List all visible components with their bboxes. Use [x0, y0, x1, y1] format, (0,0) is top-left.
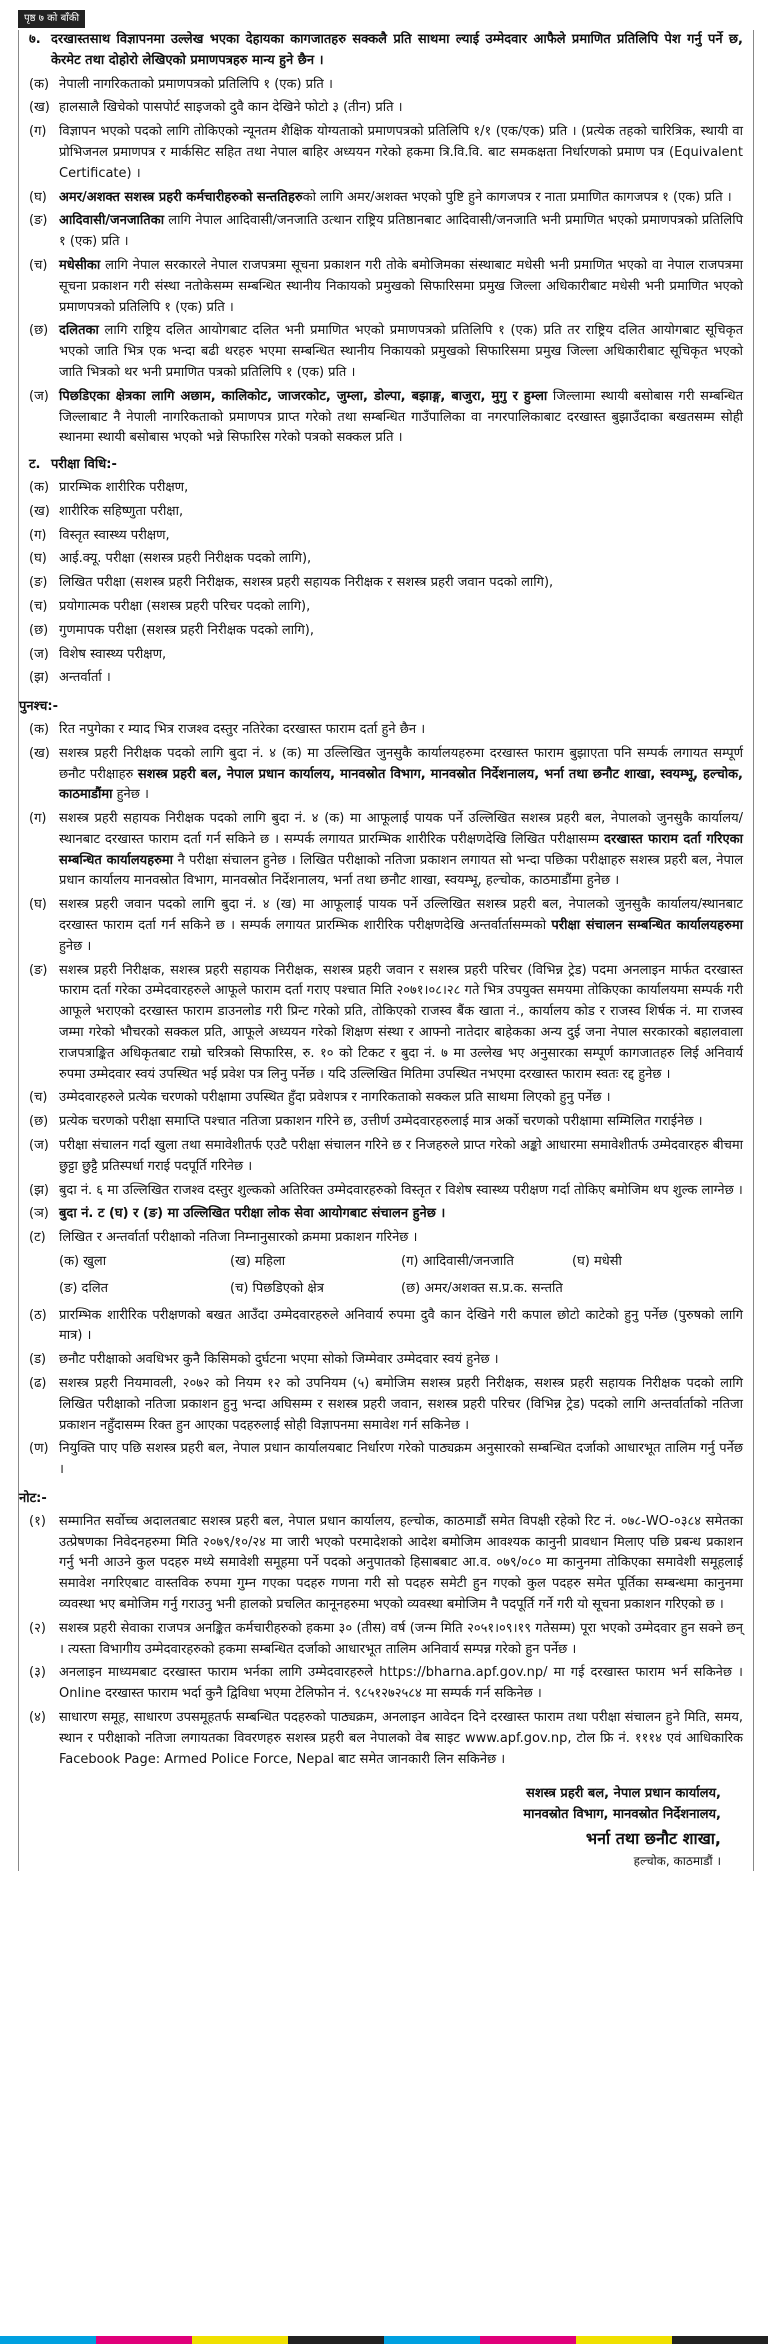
item-text-part: हुनेछ ।: [59, 938, 92, 954]
list-item: [29, 720, 743, 741]
color-bar: [576, 2336, 672, 2344]
notes-list: [29, 1512, 743, 1771]
color-bar: [288, 2336, 384, 2344]
item-text: प्रत्येक चरणको परीक्षा समाप्ति पश्चात नतिजा प्रकाशन गरिने छ, उत्तीर्ण उम्मेदवारहरुलाई मात्र अर्को चरणको परीक्षामा सम्मिलित गराईनेछ ।: [59, 1114, 703, 1130]
section-7-intro: [29, 30, 743, 72]
item-marker: (च): [29, 598, 48, 614]
item-text: [59, 387, 743, 449]
item-text: सशस्त्र प्रहरी सेवाका राजपत्र अनङ्कित कर्मचारीहरुको हकमा ३० (तीस) वर्ष (जन्म मिति २०५१।०९।१९ गतेसम्म) पूरा भएको उम्मेदवार हुन सक्ने छन् । त्यस्ता विभागीय उम्मेदवारहरुको हकमा सम्बन्धित दर्जाको आधारभूत तालिम अनिवार्य सम्पन्न गरेको हुन पर्नेछ ।: [59, 1620, 743, 1657]
item-bold-text: सशस्त्र प्रहरी बल, नेपाल प्रधान कार्यालय, मानवस्रोत विभाग, मानवस्रोत निर्देशनालय, भर्ना तथा छनौट शाखा, स्वयम्भू, हल्चोक, काठमाडौंमा: [59, 766, 743, 803]
item-text: सशस्त्र प्रहरी नियमावली, २०७२ को नियम १२ को उपनियम (५) बमोजिम सशस्त्र प्रहरी निरीक्षक, सशस्त्र प्रहरी सहायक निरीक्षक पदको लागि लिखित परीक्षाको नतिजा प्रकाशन हुनु भन्दा अघिसम्म र सशस्त्र प्रहरी जवान, सशस्त्र प्रहरी परिचर (विभिन्न ट्रेड) पदको लागि अन्तर्वार्ताको नतिजा प्रकाशन नहुँदासम्म रिक्त हुन आएका पदहरुलाई सोही विज्ञापनमा समावेश गर्न सकिनेछ ।: [59, 1376, 743, 1433]
item-bold-text: दलितका: [59, 323, 99, 339]
item-text: प्रयोगात्मक परीक्षा (सशस्त्र प्रहरी परिचर पदको लागि),: [59, 598, 311, 614]
list-item: [29, 1708, 743, 1770]
postscript-heading: पुनश्च:-: [19, 699, 58, 715]
signature-line-2: मानवस्रोत विभाग, मानवस्रोत निर्देशनालय,: [523, 1807, 721, 1823]
item-marker: (३): [29, 1665, 46, 1681]
item-marker: (ज): [29, 646, 49, 662]
list-item: [29, 1374, 743, 1436]
item-marker: (घ): [29, 189, 47, 205]
item-marker: (ड): [29, 1352, 47, 1368]
item-bold-text: पिछडिएका क्षेत्रका लागि अछाम, कालिकोट, जाजरकोट, जुम्ला, डोल्पा, बझाङ्ग, बाजुरा, मुगु र हुम्ला: [59, 388, 548, 404]
item-bold-text: अमर/अशक्त सशस्त्र प्रहरी कर्मचारीहरुको सन्ततिहरु: [59, 189, 303, 205]
list-item: [29, 668, 743, 689]
quota-category: (च) पिछडिएको क्षेत्र: [230, 1280, 324, 1296]
quota-category: (ङ) दलित: [59, 1280, 109, 1296]
postscript-list: [29, 720, 743, 1249]
item-text: परीक्षा संचालन गर्दा खुला तथा समावेशीतर्फ एउटै परीक्षा संचालन गरिने छ र निजहरुले प्राप्त गरेको अङ्को आधारमा समावेशीतर्फ उम्मेदवारहरु बीचमा छुट्टा छुट्टै प्रतिस्पर्धा गराई पदपूर्ति गरिनेछ ।: [59, 1138, 743, 1174]
item-text: [59, 211, 743, 253]
item-marker: (ज): [29, 388, 49, 404]
item-text: आई.क्यू. परीक्षा (सशस्त्र प्रहरी निरीक्षक पदको लागि),: [59, 551, 312, 567]
signature-line-3: भर्ना तथा छनौट शाखा,: [585, 1828, 721, 1848]
item-marker: (च): [29, 1090, 48, 1106]
quota-row-1: [59, 1252, 743, 1273]
signature-block: [29, 1784, 743, 1870]
item-text: अनलाइन माध्यमबाट दरखास्त फाराम भर्नका लागि उम्मेदवारहरुले https://bharna.apf.gov.np/ मा गई दरखास्त फाराम भर्न सकिनेछ । Online दरखास्त फाराम भर्दा कुनै द्विविधा भएमा टेलिफोन नं. ९८५१२७२५८४ मा सम्पर्क गर्न सकिनेछ ।: [59, 1665, 743, 1702]
item-text: सम्मानित सर्वोच्च अदालतबाट सशस्त्र प्रहरी बल, नेपाल प्रधान कार्यालय, हल्चोक, काठमाडौं समेत विपक्षी रहेको रिट नं. ०७८-WO-०३८४ समेतका उत्प्रेषणका निवेदनहरुमा मिति २०७९/१०/२४ मा जारी भएको परमादेशको आदेश बमोजिम आवश्यक कानुनी प्रावधान मिलाए पछि प्रबन्ध प्रकाशन गर्नु भनी आउने कुल पदहरु मध्ये समावेशी समूहमा पर्ने पदको अनुपातको हिसाबबाट आ.व. ०७९/०८० मा कानुनमा तोकिएका समावेशी समूहलाई समावेश नगरिएबाट वास्तविक रुपमा गुम्न गएका पदहरु गणना गरी सो पदहरु समेटी हुन गएको कुल पदहरु समेत पूर्तिका सम्बन्धमा कानुनमा व्यवस्था भए बमोजिम गर्नु गराउनु भनी हालको प्रचलित कानूनहरुमा भएको व्यवस्था बमोजिम नै पदपूर्ति गर्ने गरी यो सूचना प्रकाशन गरिएको छ ।: [59, 1513, 743, 1612]
item-text-part: हुनेछ ।: [112, 787, 149, 803]
item-text: [59, 1204, 743, 1225]
item-marker: (ढ): [29, 1376, 47, 1392]
item-bold-text: मधेसीका: [59, 257, 101, 273]
list-item: [29, 621, 743, 642]
item-marker: (छ): [29, 622, 49, 638]
list-item: [29, 1663, 743, 1705]
item-text: विशेष स्वास्थ्य परीक्षण,: [59, 646, 167, 662]
item-text: [59, 809, 743, 892]
list-item: [29, 1228, 743, 1249]
item-marker: (ङ): [29, 213, 48, 229]
item-text: विज्ञापन भएको पदको लागि तोकिएको न्यूनतम शैक्षिक योग्यताको प्रमाणपत्रको प्रतिलिपि १/१ (एक/एक) प्रति । (प्रत्येक तहको चारित्रिक, स्थायी वा प्रोभिजनल प्रमाणपत्र र मार्कसिट सहित तथा नेपाल बाहिर अध्ययन गरेको हकमा त्रि.वि.वि. बाट समकक्षता निर्धारणको प्रमाण पत्र (Equivalent Certificate) ।: [59, 124, 743, 181]
item-text: नियुक्ति पाए पछि सशस्त्र प्रहरी बल, नेपाल प्रधान कार्यालयबाट निर्धारण गरेको पाठ्यक्रम अनुसारको सम्बन्धित दर्जाको आधारभूत तालिम गर्नु पर्नेछ ।: [59, 1441, 743, 1478]
item-text: [59, 188, 743, 209]
section-number: ट.: [29, 457, 41, 473]
quota-category: (ग) आदिवासी/जनजाति: [401, 1254, 514, 1270]
item-marker: (ख): [29, 745, 50, 761]
list-item: [29, 1306, 743, 1348]
item-text: प्रारम्भिक शारीरिक परीक्षण,: [59, 479, 189, 495]
item-text: [59, 256, 743, 318]
list-item: [29, 321, 743, 383]
item-text: प्रारम्भिक शारीरिक परीक्षणको बखत आउँदा उम्मेदवारहरुले अनिवार्य रुपमा दुवै कान देखिने गरी कपाल छोटो काटेको हुनु पर्नेछ (पुरुषको लागि मात्र) ।: [59, 1307, 743, 1344]
color-bar: [96, 2336, 192, 2344]
list-item: [29, 1619, 743, 1661]
item-marker: (क): [29, 721, 50, 737]
list-item: [29, 387, 743, 449]
list-item: [29, 502, 743, 523]
item-text-part: सशस्त्र प्रहरी जवान पदको लागि बुदा नं. ४ (ख) मा आफूलाई पायक पर्ने उल्लिखित सशस्त्र प्रहरी बल, नेपालको जुनसुकै कार्यालय/स्थानबाट दरखास्त फाराम दर्ता गर्न सकिने छ । सम्पर्क लगायत प्रारम्भिक शारीरिक परीक्षणदेखि अन्तर्वार्तासम्मको: [59, 897, 743, 934]
list-item: [29, 75, 743, 96]
item-marker: (घ): [29, 897, 47, 913]
list-item: [29, 1512, 743, 1616]
item-marker: (ङ): [29, 962, 48, 978]
item-marker: (ग): [29, 811, 47, 827]
list-item: [29, 597, 743, 618]
item-text-part: लागि नेपाल सरकारले नेपाल राजपत्रमा सूचना प्रकाशन गरी तोके बमोजिमका संस्थाबाट मधेसी भनी प्रमाणित भएको वा नेपाल राजपत्रमा सूचना प्रकाशन गरी संस्था नतोकेसम्म सम्बन्धित स्थानीय निकायको प्रमुखको सिफारिसमा प्रमुख जिल्ला अधिकारीबाट मधेसी भनी प्रमाणित भएको प्रमाणपत्रको प्रतिलिपि १ (एक) प्रति ।: [59, 257, 743, 315]
item-marker: (ङ): [29, 575, 48, 591]
list-item: [29, 526, 743, 547]
list-item: [29, 1088, 743, 1109]
item-bold-text: परीक्षा संचालन सम्बन्धित कार्यालयहरुमा: [551, 918, 744, 934]
item-text-part: सशस्त्र प्रहरी सहायक निरीक्षक पदको लागि बुदा नं. ४ (क) मा आफूलाई पायक पर्ने उल्लिखित सशस्त्र प्रहरी बल, नेपालको जुनसुकै कार्यालय/स्थानबाट दरखास्त फाराम दर्ता गर्न सकिने छ । सम्पर्क लगायत प्रारम्भिक शारीरिक परीक्षणदेखि लिखित परीक्षासम्म: [59, 811, 743, 847]
list-item: [29, 122, 743, 184]
list-item: [29, 1350, 743, 1371]
item-text: [59, 895, 743, 957]
list-item: [29, 1136, 743, 1178]
list-item: [29, 573, 743, 594]
color-bar: [480, 2336, 576, 2344]
item-text: छनौट परीक्षाको अवधिभर कुनै किसिमको दुर्घटना भएमा सोको जिम्मेवार उम्मेदवार स्वयं हुनेछ ।: [59, 1352, 499, 1368]
section-7-text: दरखास्तसाथ विज्ञापनमा उल्लेख भएका देहायका कागजातहरु सक्कलै प्रति साथमा ल्याई उम्मेदवार आफैले प्रमाणित प्रतिलिपि पेश गर्नु पर्ने छ, केरमेट तथा दोहोरो लेखिएको प्रमाणपत्रहरु मान्य हुने छैन ।: [51, 32, 743, 68]
item-marker: (ट): [29, 1230, 46, 1246]
list-item: [29, 256, 743, 318]
item-text: सशस्त्र प्रहरी निरीक्षक, सशस्त्र प्रहरी सहायक निरीक्षक, सशस्त्र प्रहरी जवान र सशस्त्र प्रहरी परिचर (विभिन्न ट्रेड) पदमा अनलाइन मार्फत दरखास्त फाराम दर्ता गरेका उम्मेदवारहरुले आफूले फाराम दर्ता गराए पश्चात मिति २०७१।०८।२८ गते भित्र उपयुक्त समयमा तोकिएका कार्यालयमा सम्पर्क गरी आफूले भराएको दरखास्त फाराम डाउनलोड गरी प्रिन्ट गरेको प्रति, तोकिएको राजस्व बैंक खाता नं., कार्यालय कोड र राजस्व शिर्षक नं. मा राजस्व जम्मा गरेको भौचरको सक्कल प्रति, आफूले अध्ययन गरेको शिक्षण संस्था र आफ्नो नातेदार बाहेकका अन्य दुई जना नेपाल सरकारको बहालवाला राजपत्राङ्कित अधिकृतबाट राम्रो चरित्रको सिफारिस, रु. १० को टिकट र बुदा नं. ७ मा उल्लेख भए अनुसारका सम्पूर्ण कागजातहरु लिई अनिवार्य रुपमा उम्मेदवार स्वयं उपस्थित भई प्रवेश पत्र लिनु पर्नेछ । यदि उल्लिखित मितिमा उपस्थित नभएमा दरखास्त फाराम स्वतः रद्द हुनेछ ।: [59, 962, 743, 1082]
item-text: नेपाली नागरिकताको प्रमाणपत्रको प्रतिलिपि १ (एक) प्रति ।: [59, 76, 333, 92]
list-item: [29, 478, 743, 499]
list-item: [29, 961, 743, 1086]
item-text: विस्तृत स्वास्थ्य परीक्षण,: [59, 527, 170, 543]
list-item: [29, 1112, 743, 1133]
item-text-part: को लागि अमर/अशक्त भएको पुष्टि हुने कागजपत्र र नाता प्रमाणित कागजपत्र १ (एक) प्रति ।: [302, 189, 732, 205]
list-item: [29, 895, 743, 957]
item-text: लिखित परीक्षा (सशस्त्र प्रहरी निरीक्षक, सशस्त्र प्रहरी सहायक निरीक्षक र सशस्त्र प्रहरी जवान पदको लागि),: [59, 575, 554, 591]
quota-category: (ख) महिला: [230, 1254, 286, 1270]
item-text: हालसालै खिचेको पासपोर्ट साइजको दुवै कान देखिने फोटो ३ (तीन) प्रति ।: [59, 100, 403, 116]
list-item: [29, 645, 743, 666]
item-text: बुदा नं. ६ मा उल्लिखित राजश्व दस्तुर शुल्कको अतिरिक्त उम्मेदवारहरुको विस्तृत र विशेष स्वास्थ्य परीक्षण गर्दा तोकिए बमोजिम थप शुल्क लाग्नेछ ।: [59, 1182, 743, 1198]
continuation-tag: पृष्ठ ७ को बाँकी: [18, 10, 85, 28]
signature-line-1: सशस्त्र प्रहरी बल, नेपाल प्रधान कार्यालय,: [526, 1786, 721, 1802]
quota-category: (क) खुला: [59, 1254, 107, 1270]
item-marker: (झ): [29, 670, 49, 686]
color-bar: [0, 2336, 96, 2344]
notes-heading: नोट:-: [19, 1491, 47, 1506]
section-number: ७.: [29, 32, 41, 47]
postscript-list-2: [29, 1306, 743, 1481]
item-marker: (क): [29, 76, 50, 92]
quota-category: (घ) मधेसी: [572, 1254, 622, 1270]
list-item: [29, 549, 743, 570]
item-marker: (च): [29, 257, 48, 273]
item-marker: (ण): [29, 1441, 49, 1457]
item-marker: (२): [29, 1620, 46, 1636]
item-text: साधारण समूह, साधारण उपसमूहतर्फ सम्बन्धित पदहरुको पाठ्यक्रम, अनलाइन आवेदन दिने दरखास्त फाराम तथा परीक्षा संचालन हुने मिति, समय, स्थान र परीक्षाको नतिजा लगायतका विवरणहरु सशस्त्र प्रहरी बल नेपालको वेब साइट www.apf.gov.np, टोल फ्रि नं. १११४ एवं आधिकारिक Facebook Page: Armed Police Force, Nepal बाट समेत जानकारी लिन सकिनेछ ।: [59, 1709, 743, 1767]
quota-category: (छ) अमर/अशक्त स.प्र.क. सन्तति: [401, 1280, 563, 1296]
item-text: शारीरिक सहिष्णुता परीक्षा,: [59, 503, 184, 519]
item-text-part: लागि नेपाल आदिवासी/जनजाति उत्थान राष्ट्रिय प्रतिष्ठानबाट आदिवासी/जनजाति भनी प्रमाणित भएको प्रमाणपत्रको प्रतिलिपि १ (एक) प्रति ।: [59, 213, 743, 250]
color-bar: [672, 2336, 768, 2344]
item-text: गुणमापक परीक्षा (सशस्त्र प्रहरी निरीक्षक पदको लागि),: [59, 622, 314, 638]
list-item: [29, 1181, 743, 1202]
list-item: [29, 98, 743, 119]
item-text: [59, 321, 743, 383]
item-bold-text: आदिवासी/जनजातिका: [59, 213, 165, 229]
item-marker: (ञ): [29, 1206, 49, 1222]
signature-line-4: हल्चोक, काठमाडौं ।: [633, 1853, 721, 1868]
color-bar: [192, 2336, 288, 2344]
item-text: अन्तर्वार्ता ।: [59, 670, 111, 686]
item-marker: (छ): [29, 323, 49, 339]
item-text: [59, 744, 743, 806]
item-marker: (ग): [29, 124, 47, 140]
item-text: रित नपुगेका र म्याद भित्र राजश्व दस्तुर नतिरेका दरखास्त फाराम दर्ता हुने छैन ।: [59, 721, 426, 737]
item-marker: (४): [29, 1709, 46, 1725]
notice-body: [18, 30, 754, 1871]
item-text-part: सशस्त्र प्रहरी निरीक्षक पदको लागि बुदा नं. ४ (क) मा उल्लिखित जुनसुकै कार्यालयहरुमा दरखास्त फाराम बुझाएता पनि सम्पर्क लगायत सम्पूर्ण छनौट परीक्षाहरु: [59, 745, 743, 782]
list-item: [29, 809, 743, 892]
item-marker: (झ): [29, 1182, 49, 1198]
quota-row-2: [59, 1279, 743, 1300]
list-item: [29, 744, 743, 806]
section-title: परीक्षा विधि:-: [51, 457, 117, 473]
item-marker: (१): [29, 1513, 46, 1529]
documents-list: [29, 75, 743, 450]
exam-method-list: [29, 478, 743, 689]
item-text: उम्मेदवारहरुले प्रत्येक चरणको परीक्षामा उपस्थित हुँदा प्रवेशपत्र र नागरिकताको सक्कल प्रति साथमा लिएको हुनु पर्नेछ ।: [59, 1090, 611, 1106]
item-text-part: लागि राष्ट्रिय दलित आयोगबाट दलित भनी प्रमाणित भएको प्रमाणपत्रको प्रतिलिपि १ (एक) प्रति तर राष्ट्रिय दलित आयोगबाट सूचिकृत भएको जाति भित्र एक भन्दा बढी थरहरु भएमा सम्बन्धित स्थानीय निकायको प्रमुखको सिफारिसमा प्रमुख जिल्ला अधिकारीबाट सूचिकृत भएको जाति भित्रको थर भनी प्रमाणित पत्रको प्रतिलिपि १ (एक) प्रति ।: [59, 323, 743, 380]
item-bold-text: बुदा नं. ट (घ) र (ङ) मा उल्लिखित परीक्षा लोक सेवा आयोगबाट संचालन हुनेछ ।: [59, 1206, 446, 1222]
item-marker: (ज): [29, 1138, 49, 1154]
list-item: [29, 188, 743, 209]
color-bar: [384, 2336, 480, 2344]
item-text-part: नै परीक्षा संचालन हुनेछ । लिखित परीक्षाको नतिजा प्रकाशन लगायत सो भन्दा पछिका परीक्षाहरु सशस्त्र प्रहरी बल, नेपाल प्रधान कार्यालय मानवस्रोत विभाग, मानवस्रोत निर्देशनालय, भर्ना तथा छनौट शाखा, स्वयम्भू, हल्चोक, काठमाडौंमा हुनेछ ।: [59, 852, 744, 889]
exam-method-heading: [29, 455, 743, 476]
item-marker: (ख): [29, 503, 50, 519]
item-bold-text: दरखास्त फाराम दर्ता गरिएका सम्बन्धित कार्यालयहरुमा: [59, 831, 743, 868]
list-item: [29, 211, 743, 253]
print-color-bars: [0, 2336, 768, 2344]
list-item: [29, 1439, 743, 1481]
list-item: [29, 1204, 743, 1225]
item-text-part: जिल्लामा स्थायी बसोबास गरी सम्बन्धित जिल्लाबाट नै नेपाली नागरिकताको प्रमाणपत्र प्राप्त गरेको तथा सम्बन्धित गाउँपालिका वा नगरपालिकाबाट दरखास्त बुझाउँदाका बखतसम्म सोही स्थानमा स्थायी बसोबास भएको भन्ने सिफारिस गरेको पत्रको सक्कल प्रति ।: [59, 388, 743, 446]
item-marker: (क): [29, 479, 50, 495]
item-marker: (छ): [29, 1114, 49, 1130]
item-marker: (ठ): [29, 1307, 47, 1323]
item-text: लिखित र अन्तर्वार्ता परीक्षाको नतिजा निम्नानुसारको क्रममा प्रकाशन गरिनेछ ।: [59, 1230, 418, 1246]
item-marker: (ग): [29, 527, 47, 543]
item-marker: (घ): [29, 551, 47, 567]
item-marker: (ख): [29, 100, 50, 116]
